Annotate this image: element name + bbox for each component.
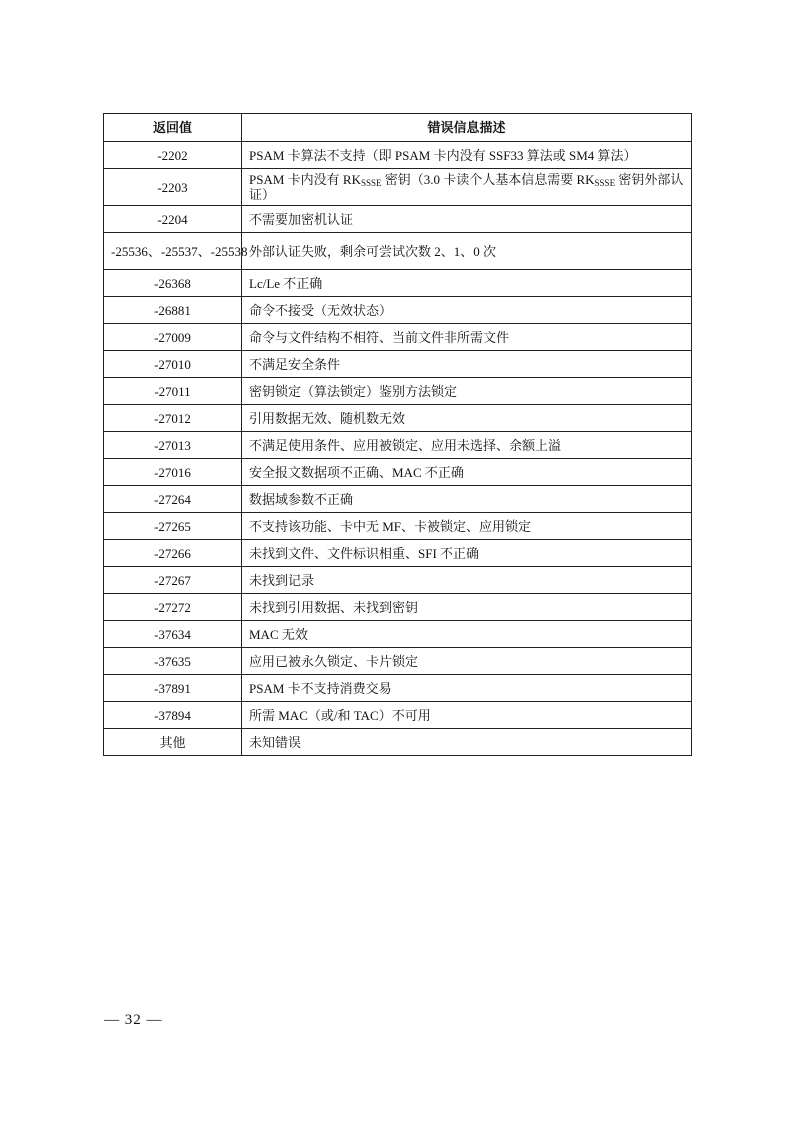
error-code-table [103,113,692,756]
table-row [104,297,692,324]
table-row [104,351,692,378]
return-code-cell: -27267 [104,567,242,594]
error-description-cell: PSAM 卡算法不支持（即 PSAM 卡内没有 SSF33 算法或 SM4 算法） [242,142,692,169]
header-error-description: 错误信息描述 [242,114,692,142]
error-description-cell: 不满足安全条件 [242,351,692,378]
error-description-cell: 未找到引用数据、未找到密钥 [242,594,692,621]
return-code-cell: -25536、-25537、-25538 [104,233,242,270]
table-header-row [104,114,692,142]
table-row [104,270,692,297]
return-code-cell: -27264 [104,486,242,513]
return-code-cell: -2204 [104,206,242,233]
subscript-text: SSSE [360,178,382,188]
table-row [104,702,692,729]
return-code-cell: -2203 [104,169,242,206]
error-description-cell: 命令不接受（无效状态） [242,297,692,324]
error-description-cell: 应用已被永久锁定、卡片锁定 [242,648,692,675]
table-row [104,594,692,621]
error-description-cell: 数据域参数不正确 [242,486,692,513]
table-row [104,729,692,756]
table-row [104,513,692,540]
table-row [104,459,692,486]
error-description-cell: 未知错误 [242,729,692,756]
table-row [104,206,692,233]
subscript-text: SSSE [594,178,616,188]
error-description-cell: 外部认证失败，剩余可尝试次数 2、1、0 次 [242,233,692,270]
return-code-cell: -27011 [104,378,242,405]
return-code-cell: -27265 [104,513,242,540]
table-row [104,621,692,648]
error-code-table-container [103,113,691,756]
description-text: PSAM 卡内没有 RK [249,172,361,187]
return-code-cell: -27009 [104,324,242,351]
return-code-cell: -27266 [104,540,242,567]
error-description-cell: 引用数据无效、随机数无效 [242,405,692,432]
return-code-cell: -27012 [104,405,242,432]
table-row [104,405,692,432]
table-row [104,648,692,675]
return-code-cell: -37891 [104,675,242,702]
header-return-value: 返回值 [104,114,242,142]
return-code-cell: 其他 [104,729,242,756]
return-code-cell: -2202 [104,142,242,169]
error-description-cell: 不支持该功能、卡中无 MF、卡被锁定、应用锁定 [242,513,692,540]
return-code-cell: -27010 [104,351,242,378]
table-row [104,142,692,169]
table-row [104,233,692,270]
return-code-cell: -26881 [104,297,242,324]
error-description-cell: 未找到文件、文件标识相重、SFI 不正确 [242,540,692,567]
return-code-cell: -27013 [104,432,242,459]
error-description-cell: 密钥锁定（算法锁定）鉴别方法锁定 [242,378,692,405]
description-text: 密钥外部认证） [249,172,684,202]
error-description-cell: 命令与文件结构不相符、当前文件非所需文件 [242,324,692,351]
table-row [104,378,692,405]
error-description-cell: 安全报文数据项不正确、MAC 不正确 [242,459,692,486]
description-text: 密钥（3.0 卡读个人基本信息需要 RK [381,172,595,187]
error-description-cell: PSAM 卡不支持消费交易 [242,675,692,702]
error-description-cell: 所需 MAC（或/和 TAC）不可用 [242,702,692,729]
return-code-cell: -27016 [104,459,242,486]
page-number: — 32 — [104,1012,163,1028]
table-row [104,169,692,206]
error-description-cell: 不满足使用条件、应用被锁定、应用未选择、余额上溢 [242,432,692,459]
table-row [104,540,692,567]
return-code-cell: -37635 [104,648,242,675]
error-description-cell: Lc/Le 不正确 [242,270,692,297]
table-row [104,486,692,513]
return-code-cell: -26368 [104,270,242,297]
table-row [104,567,692,594]
error-description-cell: 不需要加密机认证 [242,206,692,233]
table-row [104,675,692,702]
table-row [104,432,692,459]
error-description-cell: 未找到记录 [242,567,692,594]
table-row [104,324,692,351]
error-description-cell: MAC 无效 [242,621,692,648]
return-code-cell: -37634 [104,621,242,648]
return-code-cell: -27272 [104,594,242,621]
return-code-cell: -37894 [104,702,242,729]
error-description-cell [242,169,692,206]
